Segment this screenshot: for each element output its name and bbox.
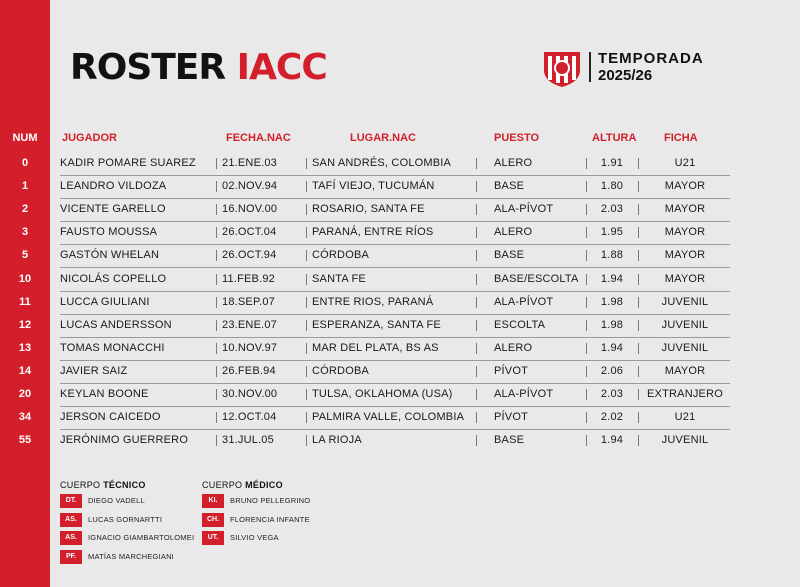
staff-role-badge: PF. — [60, 550, 82, 564]
column-divider — [638, 158, 639, 169]
column-divider — [476, 297, 477, 308]
column-divider — [586, 227, 587, 238]
column-divider — [476, 227, 477, 238]
player-height: 1.98 — [600, 295, 624, 308]
column-divider — [476, 389, 477, 400]
player-height: 2.02 — [600, 411, 624, 424]
player-birthplace: SANTA FE — [312, 272, 366, 285]
column-divider — [638, 274, 639, 285]
staff-name: SILVIO VEGA — [230, 533, 279, 542]
player-birthdate: 12.OCT.04 — [222, 411, 277, 424]
player-name: KEYLAN BOONE — [60, 388, 149, 400]
player-status: EXTRANJERO — [647, 388, 723, 400]
column-divider — [586, 274, 587, 285]
column-divider — [638, 250, 639, 261]
column-divider — [216, 158, 217, 169]
staff-role-badge: UT. — [202, 531, 224, 545]
col-player-header: JUGADOR — [62, 132, 118, 144]
player-number: 13 — [18, 341, 32, 354]
column-divider — [586, 181, 587, 192]
player-birthdate: 26.OCT.04 — [222, 226, 277, 239]
season-label: TEMPORADA — [598, 50, 704, 67]
column-divider — [306, 435, 307, 446]
column-divider — [216, 412, 217, 423]
column-divider — [586, 366, 587, 377]
column-divider — [476, 204, 477, 215]
col-position-header: PUESTO — [494, 132, 540, 144]
player-status: JUVENIL — [661, 434, 709, 447]
col-birthdate-header: FECHA.NAC — [226, 132, 291, 144]
player-name: JERÓNIMO GUERRERO — [60, 434, 189, 447]
row-divider — [60, 360, 730, 361]
player-birthplace: PALMIRA VALLE, COLOMBIA — [312, 411, 465, 424]
player-birthdate: 11.FEB.92 — [222, 272, 275, 285]
player-number: 34 — [18, 411, 32, 424]
player-number: 2 — [21, 203, 29, 216]
row-divider — [60, 429, 730, 430]
player-height: 1.94 — [600, 434, 624, 447]
player-status: U21 — [674, 157, 696, 169]
column-divider — [638, 343, 639, 354]
player-birthplace: TAFÍ VIEJO, TUCUMÁN — [312, 180, 435, 193]
row-divider — [60, 314, 730, 315]
player-status: JUVENIL — [661, 341, 709, 354]
player-number: 3 — [21, 226, 29, 239]
player-name: JAVIER SAIZ — [60, 364, 128, 377]
player-status: U21 — [674, 411, 696, 424]
column-divider — [306, 366, 307, 377]
column-divider — [306, 389, 307, 400]
column-divider — [476, 435, 477, 446]
column-divider — [306, 158, 307, 169]
player-birthdate: 23.ENE.07 — [222, 318, 278, 331]
player-height: 1.88 — [600, 249, 624, 262]
player-name: FAUSTO MOUSSA — [60, 226, 158, 239]
player-birthplace: ROSARIO, SANTA FE — [312, 203, 425, 216]
row-divider — [60, 406, 730, 407]
player-height: 1.94 — [600, 272, 624, 285]
player-position: BASE — [494, 434, 525, 447]
player-height: 1.98 — [600, 318, 624, 331]
player-birthdate: 26.FEB.94 — [222, 364, 276, 377]
player-birthplace: MAR DEL PLATA, BS AS — [312, 341, 439, 354]
player-status: MAYOR — [664, 203, 706, 216]
season-separator — [589, 52, 591, 82]
column-divider — [586, 158, 587, 169]
player-birthplace: CÓRDOBA — [312, 364, 370, 377]
column-divider — [306, 250, 307, 261]
player-position: ALA-PÍVOT — [494, 203, 554, 216]
column-divider — [476, 158, 477, 169]
player-status: MAYOR — [664, 226, 706, 239]
title-roster: ROSTER — [70, 47, 226, 88]
column-divider — [586, 297, 587, 308]
column-divider — [476, 366, 477, 377]
player-birthplace: PARANÁ, ENTRE RÍOS — [312, 226, 434, 239]
player-birthplace: LA RIOJA — [312, 434, 362, 447]
row-divider — [60, 337, 730, 338]
row-divider — [60, 198, 730, 199]
staff-role-badge: CH. — [202, 513, 224, 527]
col-num-header: NUM — [12, 132, 38, 144]
player-birthplace: SAN ANDRÉS, COLOMBIA — [312, 157, 452, 169]
player-name: LUCCA GIULIANI — [60, 295, 150, 308]
player-height: 1.91 — [600, 157, 624, 169]
player-status: JUVENIL — [661, 295, 709, 308]
player-position: ALA-PÍVOT — [494, 388, 554, 400]
column-divider — [638, 227, 639, 238]
column-divider — [638, 297, 639, 308]
column-divider — [306, 274, 307, 285]
player-name: GASTÓN WHELAN — [60, 249, 160, 262]
row-divider — [60, 175, 730, 176]
player-position: ALERO — [494, 157, 533, 169]
staff-role-badge: AS. — [60, 531, 82, 545]
player-name: NICOLÁS COPELLO — [60, 272, 167, 285]
player-position: ALERO — [494, 341, 533, 354]
player-height: 1.80 — [600, 180, 624, 193]
staff-name: MATÍAS MARCHEGIANI — [88, 551, 174, 561]
side-stripe — [0, 0, 50, 587]
column-divider — [216, 320, 217, 331]
column-divider — [476, 181, 477, 192]
column-divider — [216, 250, 217, 261]
player-height: 2.03 — [600, 203, 624, 216]
column-divider — [638, 366, 639, 377]
player-birthplace: TULSA, OKLAHOMA (USA) — [312, 388, 453, 400]
staff-name: IGNACIO GIAMBARTOLOMEI — [88, 533, 195, 542]
column-divider — [586, 435, 587, 446]
column-divider — [216, 227, 217, 238]
staff-role-badge: KI. — [202, 494, 224, 508]
column-divider — [638, 412, 639, 423]
column-divider — [586, 204, 587, 215]
column-divider — [216, 204, 217, 215]
player-height: 1.94 — [600, 341, 624, 354]
column-divider — [306, 297, 307, 308]
player-height: 1.95 — [600, 226, 624, 239]
player-position: BASE — [494, 249, 525, 262]
column-divider — [476, 250, 477, 261]
column-divider — [216, 297, 217, 308]
player-height: 2.06 — [600, 364, 624, 377]
col-birthplace-header: LUGAR.NAC — [350, 132, 416, 144]
col-height-header: ALTURA — [592, 132, 637, 144]
player-position: ALA-PÍVOT — [494, 295, 554, 308]
column-divider — [476, 320, 477, 331]
player-number: 14 — [18, 364, 32, 377]
row-divider — [60, 383, 730, 384]
staff-name: FLORENCIA INFANTE — [230, 514, 310, 524]
player-status: MAYOR — [664, 249, 706, 262]
player-status: JUVENIL — [661, 318, 709, 331]
row-divider — [60, 244, 730, 245]
player-birthplace: ESPERANZA, SANTA FE — [312, 318, 441, 331]
player-status: MAYOR — [664, 180, 706, 193]
column-divider — [216, 181, 217, 192]
player-birthdate: 18.SEP.07 — [222, 295, 275, 308]
column-divider — [638, 389, 639, 400]
staff-role-badge: DT. — [60, 494, 82, 508]
player-position: ESCOLTA — [494, 318, 546, 331]
column-divider — [586, 320, 587, 331]
column-divider — [586, 250, 587, 261]
column-divider — [638, 204, 639, 215]
column-divider — [306, 412, 307, 423]
player-name: KADIR POMARE SUAREZ — [60, 157, 196, 169]
player-name: LEANDRO VILDOZA — [60, 180, 167, 193]
player-name: VICENTE GARELLO — [60, 203, 166, 216]
player-number: 10 — [18, 272, 32, 285]
player-position: PÍVOT — [494, 411, 529, 424]
staff-name: LUCAS GORNARTTI — [88, 514, 163, 524]
player-birthdate: 30.NOV.00 — [222, 388, 278, 400]
column-divider — [306, 181, 307, 192]
row-divider — [60, 291, 730, 292]
player-name: JERSON CAICEDO — [60, 411, 161, 424]
player-birthdate: 02.NOV.94 — [222, 180, 278, 193]
staff-name: BRUNO PELLEGRINO — [230, 496, 311, 505]
player-birthdate: 31.JUL.05 — [222, 434, 274, 447]
column-divider — [306, 343, 307, 354]
column-divider — [216, 389, 217, 400]
club-crest-icon — [542, 48, 582, 88]
player-position: ALERO — [494, 226, 533, 239]
player-name: LUCAS ANDERSSON — [60, 318, 172, 331]
season-year: 2025/26 — [598, 67, 653, 84]
player-birthdate: 21.ENE.03 — [222, 157, 278, 169]
player-birthdate: 10.NOV.97 — [222, 341, 278, 354]
player-position: PÍVOT — [494, 364, 529, 377]
col-status-header: FICHA — [664, 132, 698, 144]
staff-name: DIEGO VADELL — [88, 496, 145, 505]
player-number: 11 — [19, 295, 31, 308]
column-divider — [476, 412, 477, 423]
player-number: 0 — [21, 157, 29, 169]
column-divider — [638, 435, 639, 446]
player-birthdate: 26.OCT.94 — [222, 249, 277, 262]
player-height: 2.03 — [600, 388, 624, 400]
column-divider — [638, 181, 639, 192]
title-club: IACC — [236, 47, 327, 88]
column-divider — [216, 274, 217, 285]
player-birthdate: 16.NOV.00 — [222, 203, 278, 216]
page-title — [70, 48, 327, 88]
player-birthplace: ENTRE RIOS, PARANÁ — [312, 295, 434, 308]
column-divider — [586, 412, 587, 423]
player-number: 55 — [18, 434, 32, 447]
player-number: 1 — [21, 180, 29, 193]
column-divider — [586, 343, 587, 354]
player-number: 20 — [18, 388, 32, 400]
column-divider — [638, 320, 639, 331]
column-divider — [216, 366, 217, 377]
player-position: BASE/ESCOLTA — [494, 272, 579, 285]
column-divider — [476, 274, 477, 285]
row-divider — [60, 221, 730, 222]
column-divider — [586, 389, 587, 400]
column-divider — [306, 227, 307, 238]
column-divider — [216, 343, 217, 354]
staff-role-badge: AS. — [60, 513, 82, 527]
technical-staff-title: CUERPO TÉCNICO — [60, 480, 146, 490]
player-birthplace: CÓRDOBA — [312, 249, 370, 262]
player-status: MAYOR — [664, 272, 706, 285]
player-name: TOMAS MONACCHI — [60, 341, 165, 354]
player-position: BASE — [494, 180, 525, 193]
player-number: 12 — [18, 318, 32, 331]
player-status: MAYOR — [664, 364, 706, 377]
row-divider — [60, 267, 730, 268]
column-divider — [306, 204, 307, 215]
medical-staff-title: CUERPO MÉDICO — [202, 480, 283, 490]
column-divider — [216, 435, 217, 446]
player-number: 5 — [21, 249, 29, 262]
column-divider — [306, 320, 307, 331]
column-divider — [476, 343, 477, 354]
